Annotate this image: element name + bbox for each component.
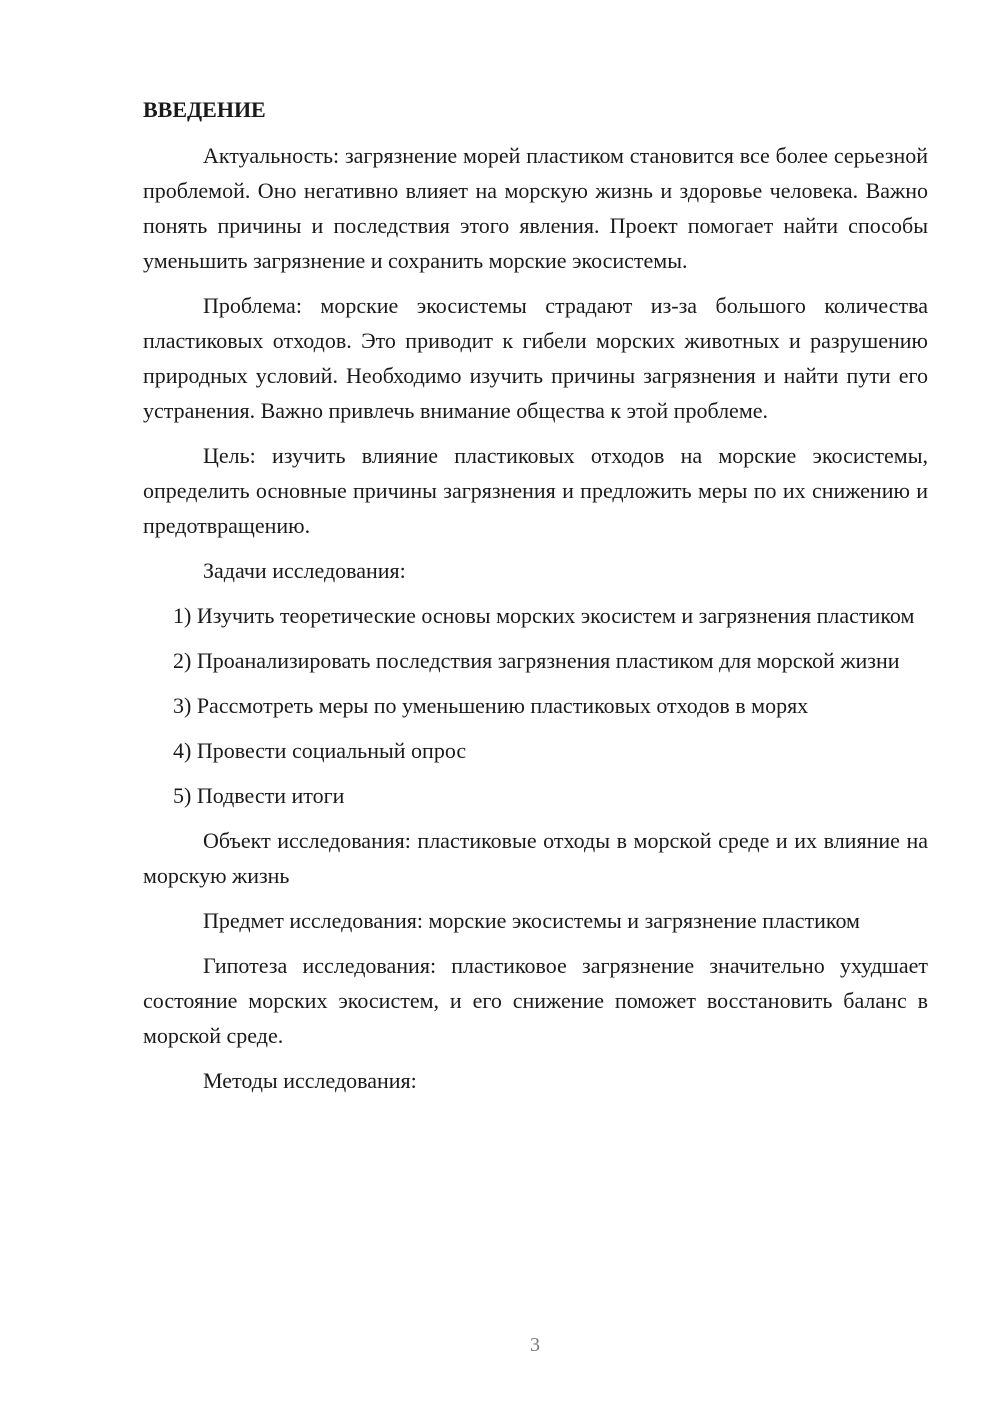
- page-number: 3: [530, 1334, 540, 1356]
- task-item-4: 4) Провести социальный опрос: [173, 738, 467, 763]
- hypothesis-paragraph: Гипотеза исследования: пластиковое загрязнение значительно ухудшает состояние морских экосистем, и его снижение поможет восстановить баланс в морской среде.: [143, 953, 928, 1048]
- task-item-2: 2) Проанализировать последствия загрязнения пластиком для морской жизни: [173, 648, 900, 673]
- subject-paragraph: Предмет исследования: морские экосистемы и загрязнение пластиком: [203, 908, 860, 933]
- object-paragraph: Объект исследования: пластиковые отходы в морской среде и их влияние на морскую жизнь: [143, 828, 928, 888]
- task-item-5: 5) Подвести итоги: [173, 783, 345, 808]
- document-body: [143, 92, 928, 1098]
- section-heading: ВВЕДЕНИЕ: [143, 97, 266, 122]
- tasks-title: Задачи исследования:: [203, 558, 406, 583]
- methods-title: Методы исследования:: [203, 1068, 417, 1093]
- relevance-paragraph: Актуальность: загрязнение морей пластиком становится все более серьезной проблемой. Оно негативно влияет на морскую жизнь и здоровье человека. Важно понять причины и последствия этого явления. Проект помогает найти способы уменьшить загрязнение и сохранить морские экосистемы.: [143, 143, 928, 273]
- task-item-3: 3) Рассмотреть меры по уменьшению пластиковых отходов в морях: [173, 693, 809, 718]
- goal-paragraph: Цель: изучить влияние пластиковых отходов на морские экосистемы, определить основные причины загрязнения и предложить меры по их снижению и предотвращению.: [143, 443, 928, 538]
- task-item-1: 1) Изучить теоретические основы морских экосистем и загрязнения пластиком: [173, 603, 915, 628]
- problem-paragraph: Проблема: морские экосистемы страдают из-за большого количества пластиковых отходов. Это приводит к гибели морских животных и разрушению природных условий. Необходимо изучить причины загрязнения и найти пути его устранения. Важно привлечь внимание общества к этой проблеме.: [143, 293, 928, 423]
